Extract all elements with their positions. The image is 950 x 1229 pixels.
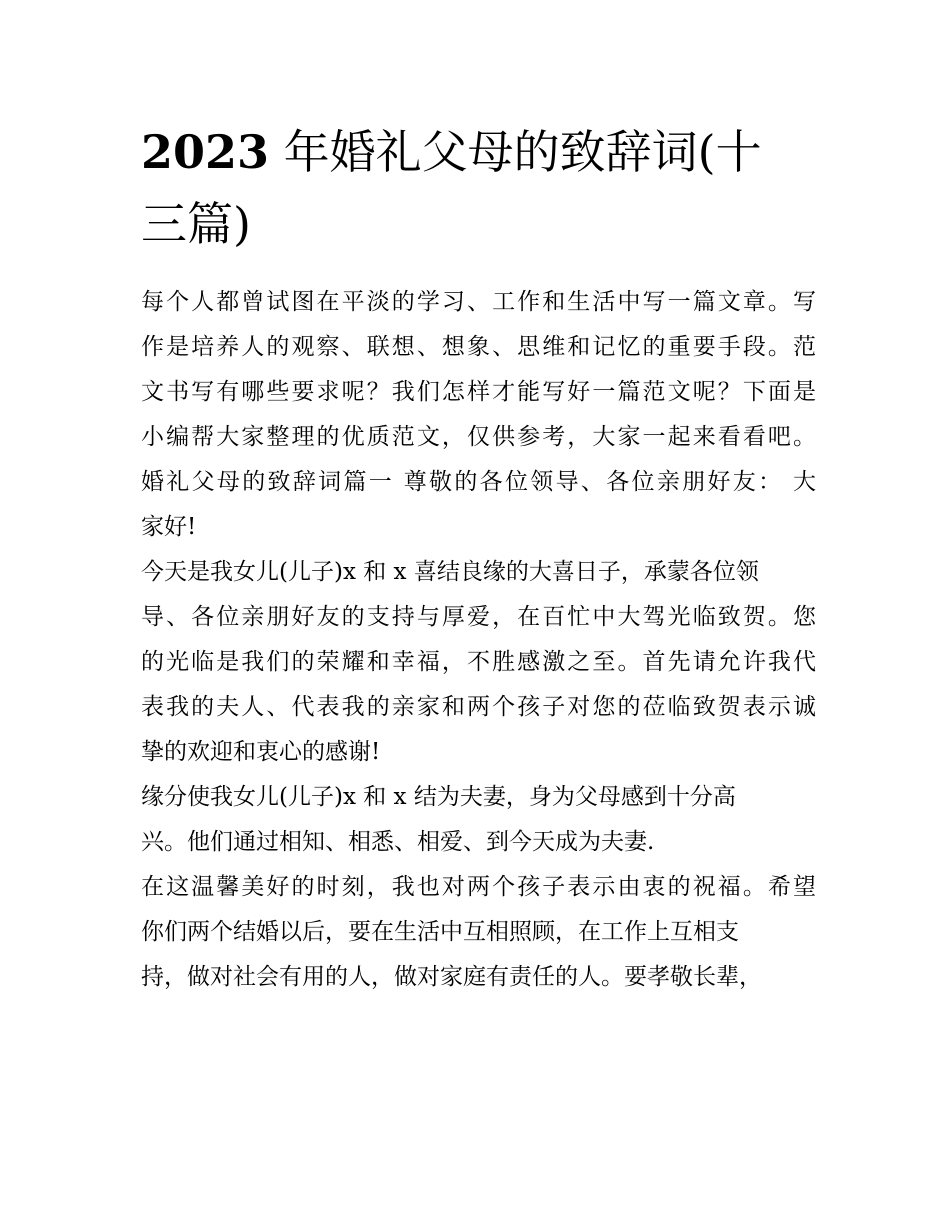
body-line-8: 导、各位亲朋好友的支持与厚爱，在百忙中大驾光临致贺。您 <box>141 604 816 630</box>
body-line-9: 的光临是我们的荣耀和幸福，不胜感激之至。首先请允许我代 <box>141 649 816 675</box>
body-line-11: 挚的欢迎和衷心的感谢! <box>141 739 381 765</box>
body-line-14: 在这温馨美好的时刻，我也对两个孩子表示由衷的祝福。希望 <box>141 874 816 900</box>
title-text-line-1: 年婚礼父母的致辞词(十 <box>283 125 762 179</box>
body-line-2: 作是培养人的观察、联想、想象、思维和记忆的重要手段。范 <box>141 334 816 360</box>
body-line-10: 表我的夫人、代表我的亲家和两个孩子对您的莅临致贺表示诚 <box>141 694 816 720</box>
body-line-13: 兴。他们通过相知、相悉、相爱、到今天成为夫妻. <box>141 829 655 855</box>
title-text-line-2: 三篇) <box>141 197 251 251</box>
body-line-7: 今天是我女儿(儿子)x 和 x 喜结良缘的大喜日子，承蒙各位领 <box>141 559 759 585</box>
body-line-3: 文书写有哪些要求呢？我们怎样才能写好一篇范文呢？下面是 <box>141 379 816 405</box>
body-line-15: 你们两个结婚以后，要在生活中互相照顾，在工作上互相支 <box>141 919 739 945</box>
document-title <box>141 116 791 260</box>
body-line-4: 小编帮大家整理的优质范文，仅供参考，大家一起来看看吧。 <box>141 424 816 450</box>
title-year: 2023 <box>141 125 270 179</box>
body-line-6: 家好! <box>141 514 197 540</box>
body-line-5: 婚礼父母的致辞词篇一 尊敬的各位领导、各位亲朋好友： 大 <box>141 469 816 495</box>
body-line-12: 缘分使我女儿(儿子)x 和 x 结为夫妻，身为父母感到十分高 <box>141 784 736 810</box>
body-line-1: 每个人都曾试图在平淡的学习、工作和生活中写一篇文章。写 <box>141 289 816 315</box>
body-line-16: 持，做对社会有用的人，做对家庭有责任的人。要孝敬长辈， <box>141 964 762 990</box>
document-body <box>141 280 816 1000</box>
